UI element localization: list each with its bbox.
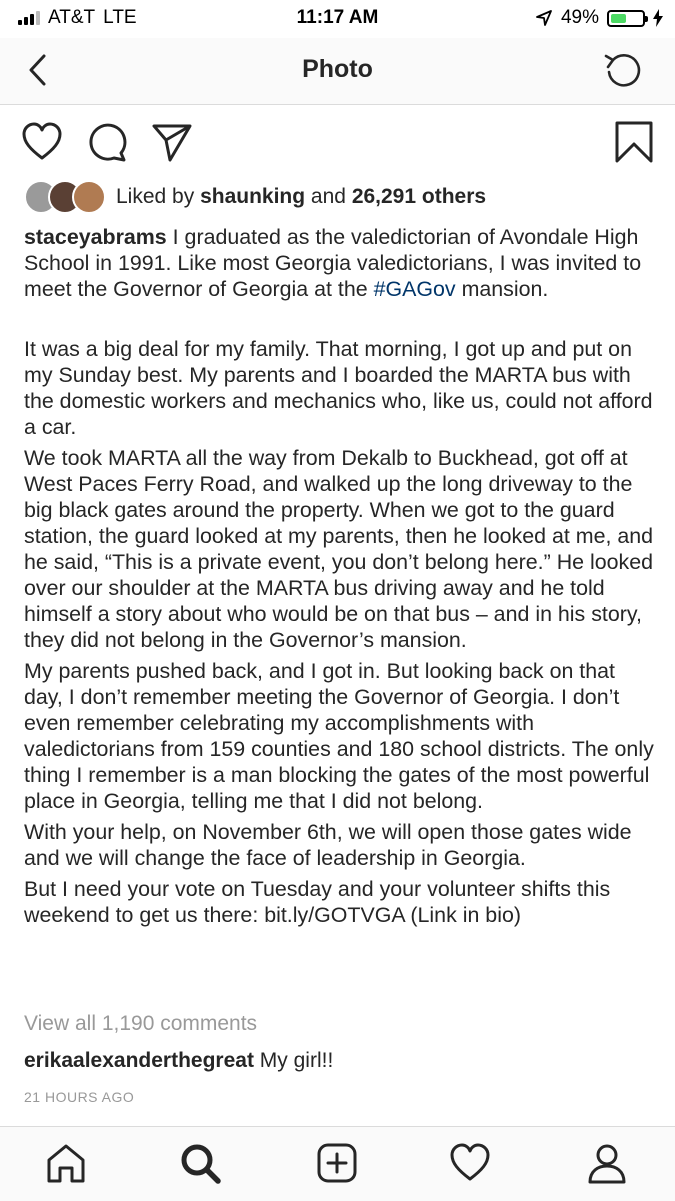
caption-paragraph: But I need your vote on Tuesday and your volunteer shifts this weekend to get us there: bit.ly/GOTVGA (Link in bio) [24, 877, 611, 927]
caption-paragraph: With your help, on November 6th, we will open those gates wide and we will change the face of leadership in Georgia. [24, 820, 632, 870]
battery-percent: 49% [560, 7, 599, 28]
caption-paragraph: My parents pushed back, and I got in. But looking back on that day, I don’t remember meeting the Governor of Georgia. I don’t even remember celebrating my accomplishments with valedictorians from 159 counties and 180 school districts. The only thing I remember is a man blocking the gates of the most powerful place in Georgia, telling me that I did not belong. [24, 659, 654, 813]
liker-username[interactable]: shaunking [200, 185, 306, 208]
carrier-label: AT&T [48, 7, 96, 28]
activity-heart-icon[interactable] [448, 1141, 492, 1185]
heart-icon[interactable] [20, 120, 64, 164]
likes-prefix: Liked by [116, 185, 195, 208]
avatar [72, 180, 106, 214]
page-title: Photo [302, 55, 373, 83]
home-icon[interactable] [44, 1141, 88, 1185]
comment-item [24, 1049, 333, 1073]
status-bar [0, 0, 675, 38]
caption-intro [24, 224, 654, 302]
post-timestamp: 21 HOURS AGO [24, 1089, 135, 1105]
likes-count[interactable]: 26,291 others [351, 185, 487, 208]
likes-conj: and [310, 185, 346, 208]
search-icon[interactable] [178, 1141, 222, 1185]
caption-intro-end: mansion. [455, 277, 549, 301]
caption-paragraph: It was a big deal for my family. That morning, I got up and put on my Sunday best. My parents and I boarded the MARTA bus with the domestic workers and mechanics who, like us, could not afford a car. [24, 337, 653, 439]
battery-icon [607, 10, 645, 27]
network-label: LTE [103, 7, 137, 28]
post-caption [24, 224, 654, 928]
caption-paragraph: We took MARTA all the way from Dekalb to Buckhead, got off at West Paces Ferry Road, and walked up the long driveway to the big black gates around the property. When we got to the guard station, the guard looked at my parents, then he looked at me, and he said, “This is a private event, you don’t belong here.” He looked over our shoulder at the MARTA bus driving away and he told himself a story about who would be on that bus – and in his story, they did not belong in the Governor’s mansion. [24, 446, 654, 652]
comment-text: My girl!! [253, 1049, 334, 1072]
likes-row[interactable] [24, 180, 486, 214]
bookmark-icon[interactable] [612, 120, 656, 164]
hashtag-link[interactable]: #GAGov [373, 277, 456, 301]
liker-avatars [24, 180, 106, 214]
tab-bar [0, 1126, 675, 1201]
status-right [535, 7, 663, 29]
comment-icon[interactable] [86, 120, 130, 164]
charging-bolt-icon [653, 9, 663, 27]
clock: 11:17 AM [296, 7, 379, 28]
view-all-comments-link[interactable]: View all 1,190 comments [24, 1012, 258, 1035]
comment-username[interactable]: erikaalexanderthegreat [24, 1049, 254, 1072]
new-post-icon[interactable] [315, 1141, 359, 1185]
location-arrow-icon [535, 9, 553, 27]
nav-bar [0, 38, 675, 105]
post-actions [0, 118, 675, 170]
profile-icon[interactable] [585, 1141, 629, 1185]
share-icon[interactable] [150, 120, 194, 164]
caption-intro-text: I graduated as the valedictorian of Avondale High School in 1991. Like most Georgia valedictorians, I was invited to meet the Governor of Georgia at the [24, 225, 642, 301]
caption-username[interactable]: staceyabrams [24, 225, 167, 249]
rotate-icon[interactable] [601, 48, 645, 92]
